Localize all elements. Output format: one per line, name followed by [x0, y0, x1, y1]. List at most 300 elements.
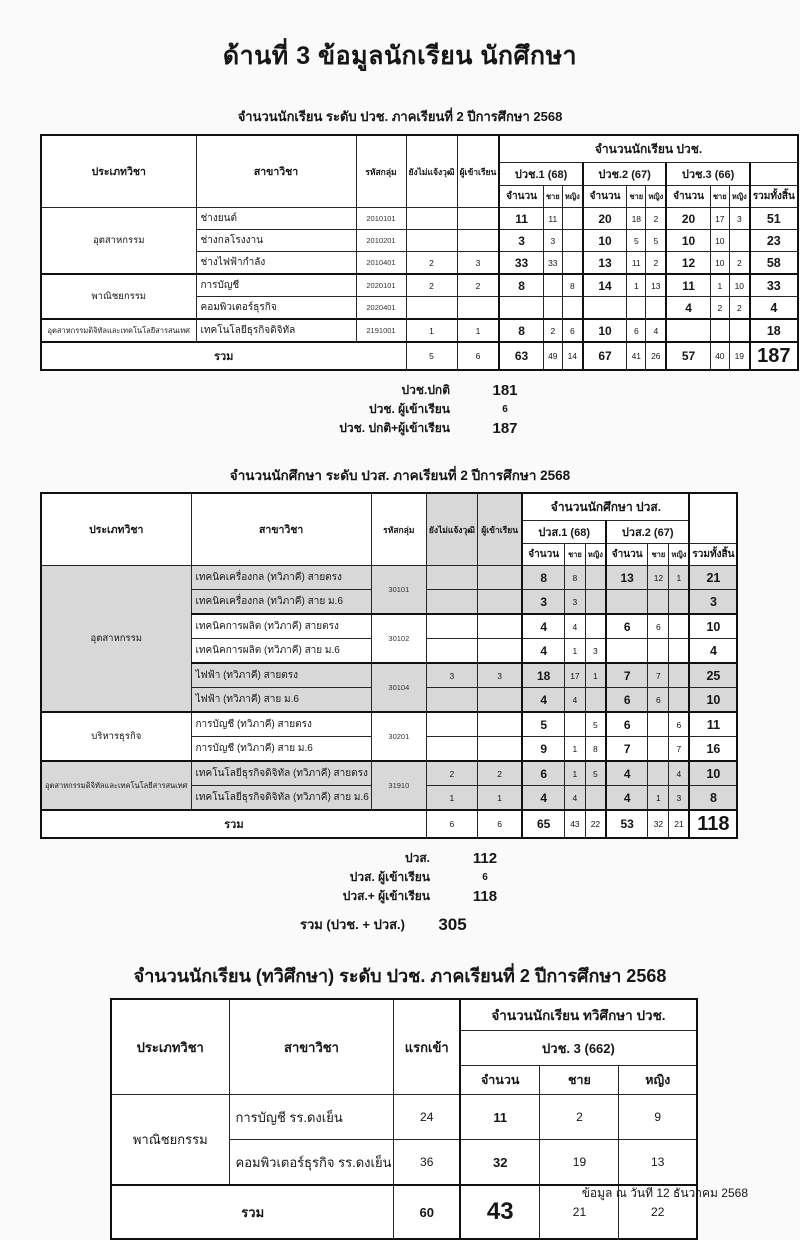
- value-cell: [477, 688, 522, 713]
- value-cell: [477, 737, 522, 762]
- summary-line: [40, 400, 560, 419]
- value-cell: 6: [606, 688, 648, 713]
- program-cell: คอมพิวเตอร์ธุรกิจ: [196, 297, 356, 320]
- value-cell: [669, 590, 690, 615]
- value-cell: 49: [543, 342, 562, 370]
- value-cell: [646, 297, 667, 320]
- value-cell: [648, 761, 669, 786]
- value-cell: 3: [499, 230, 543, 252]
- program-cell: เทคนิคเครื่องกล (ทวิภาคี) สาย ม.6: [191, 590, 371, 615]
- code-cell: 2020401: [356, 297, 406, 320]
- summary-label: ปวส. ผู้เข้าเรียน: [349, 870, 430, 884]
- summary-value: 112: [472, 850, 498, 867]
- row-total-cell: 25: [689, 663, 737, 688]
- value-cell: 11: [627, 252, 646, 275]
- value-cell: [562, 208, 583, 230]
- col-header-male: ชาย: [543, 186, 562, 208]
- program-cell: การบัญชี: [196, 274, 356, 297]
- value-cell: 65: [522, 810, 564, 838]
- program-cell: ช่างกลโรงงาน: [196, 230, 356, 252]
- summary-label: ปวช. ผู้เข้าเรียน: [368, 402, 450, 416]
- value-cell: 4: [606, 761, 648, 786]
- value-cell: 4: [646, 319, 667, 342]
- value-cell: [457, 208, 499, 230]
- row-total-cell: 3: [689, 590, 737, 615]
- value-cell: [669, 688, 690, 713]
- col-header-attendees: ผู้เข้าเรียน: [457, 135, 499, 208]
- value-cell: 6: [606, 712, 648, 737]
- value-cell: 6: [669, 712, 690, 737]
- value-cell: 8: [585, 737, 606, 762]
- value-cell: 6: [562, 319, 583, 342]
- table-row: [41, 566, 737, 590]
- program-cell: การบัญชี (ทวิภาคี) สายตรง: [191, 712, 371, 737]
- value-cell: 3: [585, 639, 606, 664]
- col-header-first-entry: แรกเข้า: [394, 999, 460, 1095]
- value-cell: 11: [499, 208, 543, 230]
- code-cell: 2010201: [356, 230, 406, 252]
- col-header-year3: ปวช.3 (66): [666, 163, 750, 186]
- summary-line: [40, 914, 500, 935]
- value-cell: [426, 639, 477, 664]
- value-cell: 5: [585, 761, 606, 786]
- col-header-student-count-span: จำนวนนักเรียน ปวช.: [499, 135, 798, 163]
- summary-label: รวม (ปวช. + ปวส.): [299, 917, 405, 932]
- value-cell: [564, 712, 585, 737]
- col-header-student-count-span: จำนวนนักเรียน ทวิศึกษา ปวช.: [460, 999, 697, 1031]
- value-cell: 8: [562, 274, 583, 297]
- col-header-female: หญิง: [619, 1066, 697, 1095]
- program-cell: เทคนิคเครื่องกล (ทวิภาคี) สายตรง: [191, 566, 371, 590]
- value-cell: [585, 614, 606, 639]
- value-cell: 1: [426, 786, 477, 811]
- value-cell: 6: [627, 319, 646, 342]
- value-cell: [729, 319, 750, 342]
- value-cell: [477, 712, 522, 737]
- value-cell: [477, 614, 522, 639]
- value-cell: 9: [619, 1095, 697, 1140]
- category-cell: พาณิชยกรรม: [41, 274, 196, 319]
- summary-value: 6: [502, 404, 508, 415]
- value-cell: 3: [729, 208, 750, 230]
- col-header-category: ประเภทวิชา: [111, 999, 229, 1095]
- table-row: [41, 208, 798, 230]
- total-row: [41, 810, 737, 838]
- row-total-cell: 10: [689, 688, 737, 713]
- value-cell: 12: [648, 566, 669, 590]
- program-cell: เทคโนโลยีธุรกิจดิจิทัล: [196, 319, 356, 342]
- header-row: [41, 493, 737, 521]
- col-header-attendees: ผู้เข้าเรียน: [477, 493, 522, 566]
- value-cell: [606, 590, 648, 615]
- value-cell: [457, 297, 499, 320]
- value-cell: 6: [606, 614, 648, 639]
- col-header-male: ชาย: [648, 544, 669, 566]
- value-cell: 1: [669, 566, 690, 590]
- col-header-group-code: รหัสกลุ่ม: [356, 135, 406, 208]
- col-header-grand-total: รวมทั้งสิ้น: [750, 186, 798, 208]
- col-header-female: หญิง: [729, 186, 750, 208]
- value-cell: 11: [460, 1095, 540, 1140]
- value-cell: [426, 688, 477, 713]
- value-cell: 7: [606, 737, 648, 762]
- value-cell: 32: [460, 1140, 540, 1186]
- value-cell: 22: [585, 810, 606, 838]
- total-label-cell: รวม: [41, 342, 406, 370]
- value-cell: 5: [522, 712, 564, 737]
- summary-line: [40, 381, 560, 400]
- value-cell: 6: [648, 688, 669, 713]
- value-cell: [426, 566, 477, 590]
- col-header-year: ปวช. 3 (662): [460, 1031, 697, 1066]
- value-cell: [648, 737, 669, 762]
- value-cell: 4: [669, 761, 690, 786]
- summary-value: 181: [492, 382, 518, 399]
- value-cell: 12: [666, 252, 710, 275]
- value-cell: [648, 590, 669, 615]
- col-header-male: ชาย: [627, 186, 646, 208]
- value-cell: 8: [499, 274, 543, 297]
- value-cell: [648, 712, 669, 737]
- dual-education-table: [110, 998, 698, 1240]
- value-cell: [669, 614, 690, 639]
- value-cell: [710, 319, 729, 342]
- col-header-count: จำนวน: [460, 1066, 540, 1095]
- row-total-cell: 51: [750, 208, 798, 230]
- category-cell: อุตสาหกรรม: [41, 566, 191, 713]
- row-total-cell: 21: [689, 566, 737, 590]
- value-cell: 14: [562, 342, 583, 370]
- value-cell: 40: [710, 342, 729, 370]
- page-title: ด้านที่ 3 ข้อมูลนักเรียน นักศึกษา: [222, 42, 578, 70]
- value-cell: 4: [522, 614, 564, 639]
- value-cell: [669, 663, 690, 688]
- header-row: [111, 999, 697, 1031]
- value-cell: 1: [564, 639, 585, 664]
- value-cell: 67: [583, 342, 627, 370]
- category-cell: อุตสาหกรรมดิจิทัลและเทคโนโลยีสารสนเทศ: [41, 319, 196, 342]
- program-cell: ไฟฟ้า (ทวิภาคี) สาย ม.6: [191, 688, 371, 713]
- col-header-year2: ปวส.2 (67): [606, 521, 690, 544]
- grand-total-summary: [40, 914, 500, 935]
- program-cell: ไฟฟ้า (ทวิภาคี) สายตรง: [191, 663, 371, 688]
- value-cell: [627, 297, 646, 320]
- code-cell: 2020101: [356, 274, 406, 297]
- value-cell: 5: [585, 712, 606, 737]
- table-row: [41, 712, 737, 737]
- value-cell: [585, 688, 606, 713]
- value-cell: 2: [477, 761, 522, 786]
- empty-header-cell: [750, 163, 798, 186]
- value-cell: 4: [666, 297, 710, 320]
- row-total-cell: 4: [750, 297, 798, 320]
- value-cell: 1: [564, 761, 585, 786]
- col-header-male: ชาย: [564, 544, 585, 566]
- value-cell: 2: [646, 208, 667, 230]
- program-cell: เทคโนโลยีธุรกิจดิจิทัล (ทวิภาคี) สาย ม.6: [191, 786, 371, 811]
- program-cell: ช่างยนต์: [196, 208, 356, 230]
- summary-line: [40, 868, 540, 887]
- value-cell: 2: [729, 297, 750, 320]
- value-cell: 5: [646, 230, 667, 252]
- col-header-year1: ปวช.1 (68): [499, 163, 583, 186]
- value-cell: [426, 737, 477, 762]
- grand-total-cell: 187: [750, 342, 798, 370]
- value-cell: [406, 230, 457, 252]
- code-cell: 31910: [371, 761, 426, 810]
- header-row: [41, 135, 798, 163]
- row-total-cell: 4: [689, 639, 737, 664]
- col-header-program: สาขาวิชา: [229, 999, 394, 1095]
- value-cell: 4: [564, 614, 585, 639]
- value-cell: 18: [522, 663, 564, 688]
- value-cell: 10: [666, 230, 710, 252]
- col-header-year1: ปวส.1 (68): [522, 521, 606, 544]
- value-cell: 2: [426, 761, 477, 786]
- value-cell: 33: [499, 252, 543, 275]
- row-total-cell: 16: [689, 737, 737, 762]
- value-cell: 4: [564, 786, 585, 811]
- value-cell: 10: [710, 252, 729, 275]
- value-cell: 2: [646, 252, 667, 275]
- col-header-female: หญิง: [585, 544, 606, 566]
- value-cell: [543, 274, 562, 297]
- value-cell: 60: [394, 1185, 460, 1239]
- value-cell: 7: [606, 663, 648, 688]
- value-cell: 2: [710, 297, 729, 320]
- vocational-cert-summary: [40, 381, 560, 438]
- category-cell: บริหารธุรกิจ: [41, 712, 191, 761]
- value-cell: [477, 566, 522, 590]
- higher-vocational-summary: [40, 849, 540, 906]
- summary-line: [40, 419, 560, 438]
- table3-caption: จำนวนนักเรียน (ทวิศึกษา) ระดับ ปวช. ภาคเรียนที่ 2 ปีการศึกษา 2568: [133, 966, 667, 986]
- value-cell: 6: [426, 810, 477, 838]
- value-cell: 53: [606, 810, 648, 838]
- value-cell: 3: [457, 252, 499, 275]
- value-cell: [477, 590, 522, 615]
- col-header-count: จำนวน: [583, 186, 627, 208]
- col-header-category: ประเภทวิชา: [41, 135, 196, 208]
- value-cell: 32: [648, 810, 669, 838]
- value-cell: 14: [583, 274, 627, 297]
- value-cell: [729, 230, 750, 252]
- value-cell: 1: [477, 786, 522, 811]
- value-cell: 3: [522, 590, 564, 615]
- value-cell: 3: [669, 786, 690, 811]
- value-cell: 1: [710, 274, 729, 297]
- value-cell: 13: [646, 274, 667, 297]
- value-cell: 21: [669, 810, 690, 838]
- total-label-cell: รวม: [111, 1185, 394, 1239]
- value-cell: 11: [666, 274, 710, 297]
- col-header-male: ชาย: [710, 186, 729, 208]
- value-cell: 1: [627, 274, 646, 297]
- value-cell: 8: [522, 566, 564, 590]
- summary-value: 6: [482, 872, 488, 883]
- summary-label: ปวส.+ ผู้เข้าเรียน: [342, 889, 430, 903]
- row-total-cell: 33: [750, 274, 798, 297]
- value-cell: 10: [583, 230, 627, 252]
- code-cell: 30201: [371, 712, 426, 761]
- code-cell: 2191001: [356, 319, 406, 342]
- higher-vocational-table: [40, 492, 738, 839]
- value-cell: 1: [585, 663, 606, 688]
- value-cell: [426, 590, 477, 615]
- value-cell: [499, 297, 543, 320]
- row-total-cell: 10: [689, 614, 737, 639]
- program-cell: เทคโนโลยีธุรกิจดิจิทัล (ทวิภาคี) สายตรง: [191, 761, 371, 786]
- program-cell: เทคนิคการผลิต (ทวิภาคี) สาย ม.6: [191, 639, 371, 664]
- summary-value: 305: [438, 914, 467, 934]
- value-cell: 18: [627, 208, 646, 230]
- col-header-female: หญิง: [669, 544, 690, 566]
- value-cell: 24: [394, 1095, 460, 1140]
- value-cell: 3: [543, 230, 562, 252]
- table-row: [111, 1095, 697, 1140]
- summary-value: 187: [492, 420, 518, 437]
- table-row: [41, 274, 798, 297]
- summary-line: [40, 849, 540, 868]
- value-cell: 5: [627, 230, 646, 252]
- col-header-program: สาขาวิชา: [191, 493, 371, 566]
- value-cell: 10: [710, 230, 729, 252]
- row-total-cell: 58: [750, 252, 798, 275]
- row-total-cell: 11: [689, 712, 737, 737]
- col-header-count: จำนวน: [499, 186, 543, 208]
- value-cell: 3: [426, 663, 477, 688]
- summary-label: ปวช. ปกติ+ผู้เข้าเรียน: [339, 421, 450, 435]
- value-cell: [406, 297, 457, 320]
- value-cell: 13: [619, 1140, 697, 1186]
- code-cell: 2010401: [356, 252, 406, 275]
- row-total-cell: 18: [750, 319, 798, 342]
- value-cell: 17: [710, 208, 729, 230]
- col-header-category: ประเภทวิชา: [41, 493, 191, 566]
- total-row: [41, 342, 798, 370]
- col-header-count: จำนวน: [606, 544, 648, 566]
- value-cell: 10: [729, 274, 750, 297]
- value-cell: 6: [477, 810, 522, 838]
- value-cell: 8: [564, 566, 585, 590]
- col-header-count: จำนวน: [666, 186, 710, 208]
- value-cell: 13: [583, 252, 627, 275]
- table-row: [41, 761, 737, 786]
- data-as-of-date: ข้อมูล ณ วันที่ 12 ธันวาคม 2568: [581, 1186, 748, 1200]
- value-cell: [669, 639, 690, 664]
- value-cell: [562, 230, 583, 252]
- value-cell: 2: [457, 274, 499, 297]
- value-cell: [426, 614, 477, 639]
- table-row: [41, 319, 798, 342]
- code-cell: 30102: [371, 614, 426, 663]
- col-header-year2: ปวช.2 (67): [583, 163, 667, 186]
- value-cell: 6: [457, 342, 499, 370]
- value-cell: 2: [406, 252, 457, 275]
- value-cell: 1: [406, 319, 457, 342]
- col-header-female: หญิง: [562, 186, 583, 208]
- summary-label: ปวช.ปกติ: [401, 383, 450, 397]
- col-header-count: จำนวน: [522, 544, 564, 566]
- value-cell: 57: [666, 342, 710, 370]
- value-cell: 26: [646, 342, 667, 370]
- value-cell: 20: [583, 208, 627, 230]
- summary-label: ปวส.: [404, 851, 430, 865]
- row-total-cell: 10: [689, 761, 737, 786]
- value-cell: 1: [457, 319, 499, 342]
- value-cell: 9: [522, 737, 564, 762]
- value-cell: 4: [564, 688, 585, 713]
- grand-total-cell: 118: [689, 810, 737, 838]
- value-cell: [406, 208, 457, 230]
- program-cell: ช่างไฟฟ้ากำลัง: [196, 252, 356, 275]
- summary-line: [40, 887, 540, 906]
- program-cell: คอมพิวเตอร์ธุรกิจ รร.ดงเย็น: [229, 1140, 394, 1186]
- value-cell: 6: [648, 614, 669, 639]
- program-cell: การบัญชี รร.ดงเย็น: [229, 1095, 394, 1140]
- value-cell: [585, 566, 606, 590]
- value-cell: 19: [540, 1140, 619, 1186]
- category-cell: อุตสาหกรรม: [41, 208, 196, 275]
- value-cell: 17: [564, 663, 585, 688]
- category-cell: พาณิชยกรรม: [111, 1095, 229, 1186]
- value-cell: 63: [499, 342, 543, 370]
- value-cell: 7: [648, 663, 669, 688]
- value-cell: 11: [543, 208, 562, 230]
- value-cell: 7: [669, 737, 690, 762]
- summary-value: 118: [472, 888, 498, 905]
- value-cell: 10: [583, 319, 627, 342]
- value-cell: 1: [564, 737, 585, 762]
- value-cell: 2: [540, 1095, 619, 1140]
- value-cell: 6: [522, 761, 564, 786]
- value-cell: 4: [522, 639, 564, 664]
- value-cell: [562, 252, 583, 275]
- value-cell: 36: [394, 1140, 460, 1186]
- value-cell: [543, 297, 562, 320]
- value-cell: 2: [729, 252, 750, 275]
- value-cell: [606, 639, 648, 664]
- col-header-no-qualification: ยังไม่แจ้งวุฒิ: [406, 135, 457, 208]
- program-cell: เทคนิคการผลิต (ทวิภาคี) สายตรง: [191, 614, 371, 639]
- value-cell: [426, 712, 477, 737]
- value-cell: 4: [522, 786, 564, 811]
- value-cell: 13: [606, 566, 648, 590]
- grand-total-cell: 43: [460, 1185, 540, 1239]
- col-header-program: สาขาวิชา: [196, 135, 356, 208]
- code-cell: 30104: [371, 663, 426, 712]
- value-cell: [585, 590, 606, 615]
- value-cell: 41: [627, 342, 646, 370]
- value-cell: 2: [543, 319, 562, 342]
- col-header-female: หญิง: [646, 186, 667, 208]
- value-cell: 43: [564, 810, 585, 838]
- table2-caption: จำนวนนักศึกษา ระดับ ปวส. ภาคเรียนที่ 2 ปีการศึกษา 2568: [229, 468, 571, 483]
- table1-caption: จำนวนนักเรียน ระดับ ปวช. ภาคเรียนที่ 2 ปีการศึกษา 2568: [237, 109, 563, 124]
- vocational-cert-table: [40, 134, 799, 371]
- value-cell: 19: [729, 342, 750, 370]
- value-cell: 4: [606, 786, 648, 811]
- value-cell: [585, 786, 606, 811]
- row-total-cell: 8: [689, 786, 737, 811]
- value-cell: [477, 639, 522, 664]
- empty-header-cell: [689, 493, 737, 544]
- value-cell: 8: [499, 319, 543, 342]
- value-cell: 20: [666, 208, 710, 230]
- value-cell: [583, 297, 627, 320]
- value-cell: 5: [406, 342, 457, 370]
- value-cell: 1: [648, 786, 669, 811]
